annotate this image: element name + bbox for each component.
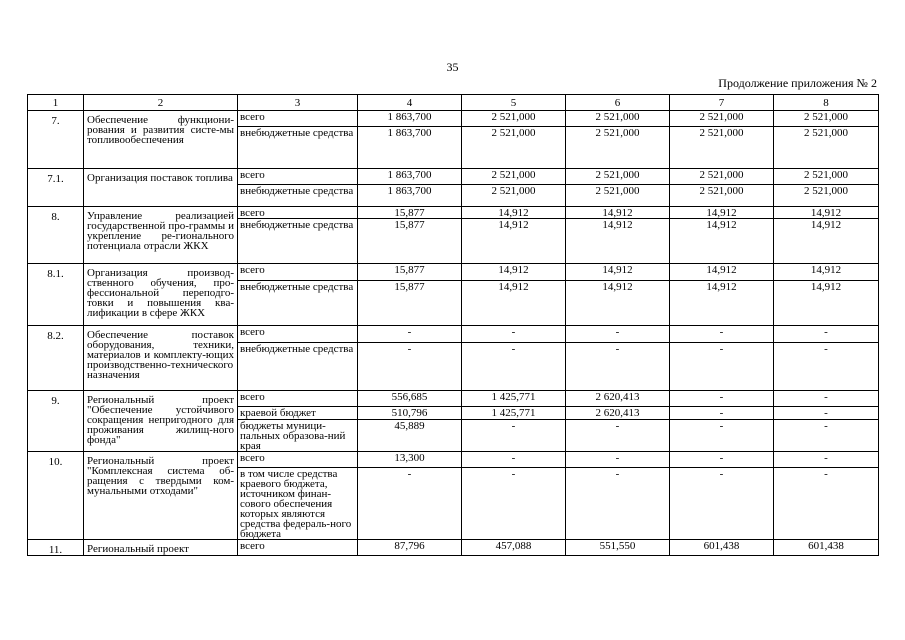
amount-cell: 601,438 xyxy=(670,540,774,556)
amount-cell: 15,877 xyxy=(358,207,462,219)
amount-cell: 2 521,000 xyxy=(774,127,879,169)
amount-cell: 14,912 xyxy=(670,264,774,281)
amount-cell: - xyxy=(358,468,462,540)
amount-cell: - xyxy=(670,468,774,540)
measure-name-cell: Обеспечение функциони-рования и развития систе-мы топливообеспечения xyxy=(84,111,238,169)
amount-cell: 1 863,700 xyxy=(358,185,462,207)
column-header: 3 xyxy=(238,95,358,111)
measure-name-cell: Региональный проект xyxy=(84,540,238,556)
amount-cell: - xyxy=(462,452,566,468)
amount-cell: 2 620,413 xyxy=(566,391,670,407)
column-number-row xyxy=(28,95,879,111)
row-number-cell: 8. xyxy=(28,207,84,264)
amount-cell: 1 425,771 xyxy=(462,407,566,420)
budget-table xyxy=(27,94,879,556)
measure-name-cell: Региональный проект "Обеспечение устойчивого сокращения непригодного для проживания жилищ-ного фонда" xyxy=(84,391,238,452)
amount-cell: 14,912 xyxy=(774,219,879,264)
funding-source-cell: всего xyxy=(238,326,358,343)
amount-cell: - xyxy=(670,326,774,343)
funding-source-cell: всего xyxy=(238,111,358,127)
amount-cell: 2 521,000 xyxy=(462,185,566,207)
table-row xyxy=(28,264,879,281)
amount-cell: 2 521,000 xyxy=(566,111,670,127)
amount-cell: 2 521,000 xyxy=(670,127,774,169)
amount-cell: 510,796 xyxy=(358,407,462,420)
column-header: 7 xyxy=(670,95,774,111)
amount-cell: - xyxy=(774,452,879,468)
funding-source-cell: внебюджетные средства xyxy=(238,219,358,264)
amount-cell: - xyxy=(358,343,462,391)
amount-cell: 2 521,000 xyxy=(462,111,566,127)
amount-cell: 87,796 xyxy=(358,540,462,556)
amount-cell: - xyxy=(462,343,566,391)
amount-cell: - xyxy=(774,343,879,391)
amount-cell: 1 425,771 xyxy=(462,391,566,407)
amount-cell: - xyxy=(670,407,774,420)
amount-cell: 2 521,000 xyxy=(670,169,774,185)
amount-cell: 2 521,000 xyxy=(566,127,670,169)
amount-cell: 601,438 xyxy=(774,540,879,556)
amount-cell: - xyxy=(462,326,566,343)
amount-cell: 457,088 xyxy=(462,540,566,556)
amount-cell: 2 620,413 xyxy=(566,407,670,420)
amount-cell: - xyxy=(358,326,462,343)
amount-cell: - xyxy=(670,391,774,407)
amount-cell: 14,912 xyxy=(462,219,566,264)
table-row xyxy=(28,391,879,407)
amount-cell: 14,912 xyxy=(774,207,879,219)
amount-cell: 14,912 xyxy=(566,264,670,281)
amount-cell: - xyxy=(566,343,670,391)
amount-cell: 14,912 xyxy=(462,207,566,219)
appendix-continuation-note: Продолжение приложения № 2 xyxy=(718,76,877,90)
measure-name-cell: Обеспечение поставок оборудования, техники, материалов и комплекту-ющих производственно-технического назначения xyxy=(84,326,238,391)
amount-cell: - xyxy=(670,420,774,452)
amount-cell: - xyxy=(774,326,879,343)
table-row xyxy=(28,207,879,219)
amount-cell: 556,685 xyxy=(358,391,462,407)
amount-cell: 1 863,700 xyxy=(358,111,462,127)
amount-cell: - xyxy=(566,468,670,540)
funding-source-cell: всего xyxy=(238,169,358,185)
amount-cell: 14,912 xyxy=(462,281,566,326)
amount-cell: 14,912 xyxy=(566,281,670,326)
column-header: 4 xyxy=(358,95,462,111)
row-number-cell: 7. xyxy=(28,111,84,169)
amount-cell: 14,912 xyxy=(566,219,670,264)
amount-cell: 2 521,000 xyxy=(774,111,879,127)
amount-cell: - xyxy=(462,468,566,540)
row-number-cell: 8.2. xyxy=(28,326,84,391)
amount-cell: - xyxy=(462,420,566,452)
row-number-cell: 11. xyxy=(28,540,84,556)
amount-cell: - xyxy=(774,468,879,540)
amount-cell: - xyxy=(566,452,670,468)
amount-cell: 14,912 xyxy=(566,207,670,219)
column-header: 6 xyxy=(566,95,670,111)
amount-cell: 2 521,000 xyxy=(566,169,670,185)
amount-cell: 2 521,000 xyxy=(462,169,566,185)
amount-cell: 1 863,700 xyxy=(358,127,462,169)
column-header: 8 xyxy=(774,95,879,111)
row-number-cell: 8.1. xyxy=(28,264,84,326)
amount-cell: 1 863,700 xyxy=(358,169,462,185)
funding-source-cell: бюджеты муници-пальных образова-ний края xyxy=(238,420,358,452)
amount-cell: 551,550 xyxy=(566,540,670,556)
amount-cell: - xyxy=(774,391,879,407)
row-number-cell: 10. xyxy=(28,452,84,540)
column-header: 5 xyxy=(462,95,566,111)
funding-source-cell: краевой бюджет xyxy=(238,407,358,420)
amount-cell: - xyxy=(566,326,670,343)
amount-cell: 2 521,000 xyxy=(670,111,774,127)
amount-cell: 13,300 xyxy=(358,452,462,468)
table-row xyxy=(28,452,879,468)
funding-source-cell: всего xyxy=(238,452,358,468)
amount-cell: 15,877 xyxy=(358,264,462,281)
page-number: 35 xyxy=(446,60,459,74)
measure-name-cell: Управление реализацией государственной про-граммы и укрепление ре-гионального потенциала отрасли ЖКХ xyxy=(84,207,238,264)
amount-cell: - xyxy=(670,452,774,468)
amount-cell: 2 521,000 xyxy=(566,185,670,207)
table-row xyxy=(28,111,879,127)
table-row xyxy=(28,326,879,343)
funding-source-cell: внебюджетные средства xyxy=(238,127,358,169)
measure-name-cell: Региональный проект "Комплексная система об-ращения с твердыми ком-мунальными отходами" xyxy=(84,452,238,540)
funding-source-cell: всего xyxy=(238,207,358,219)
amount-cell: 14,912 xyxy=(774,281,879,326)
column-header: 1 xyxy=(28,95,84,111)
table-row xyxy=(28,169,879,185)
table-row xyxy=(28,540,879,556)
funding-source-cell: внебюджетные средства xyxy=(238,343,358,391)
amount-cell: - xyxy=(670,343,774,391)
budget-table-body xyxy=(28,95,879,556)
funding-source-cell: всего xyxy=(238,264,358,281)
amount-cell: 2 521,000 xyxy=(462,127,566,169)
amount-cell: - xyxy=(774,407,879,420)
funding-source-cell: всего xyxy=(238,540,358,556)
amount-cell: 15,877 xyxy=(358,219,462,264)
amount-cell: 14,912 xyxy=(670,219,774,264)
column-header: 2 xyxy=(84,95,238,111)
amount-cell: 45,889 xyxy=(358,420,462,452)
funding-source-cell: внебюджетные средства xyxy=(238,281,358,326)
amount-cell: 2 521,000 xyxy=(670,185,774,207)
amount-cell: 14,912 xyxy=(774,264,879,281)
amount-cell: 14,912 xyxy=(670,207,774,219)
measure-name-cell: Организация производ-ственного обучения, про-фессиональной переподго-товки и повышения ква-лификации в сфере ЖКХ xyxy=(84,264,238,326)
funding-source-cell: всего xyxy=(238,391,358,407)
amount-cell: 14,912 xyxy=(462,264,566,281)
amount-cell: - xyxy=(566,420,670,452)
amount-cell: 2 521,000 xyxy=(774,185,879,207)
amount-cell: 14,912 xyxy=(670,281,774,326)
row-number-cell: 9. xyxy=(28,391,84,452)
amount-cell: 15,877 xyxy=(358,281,462,326)
funding-source-cell: в том числе средства краевого бюджета, источником финан-сового обеспечения которых являются средства федераль-ного бюджета xyxy=(238,468,358,540)
measure-name-cell: Организация поставок топлива xyxy=(84,169,238,207)
row-number-cell: 7.1. xyxy=(28,169,84,207)
amount-cell: 2 521,000 xyxy=(774,169,879,185)
amount-cell: - xyxy=(774,420,879,452)
funding-source-cell: внебюджетные средства xyxy=(238,185,358,207)
